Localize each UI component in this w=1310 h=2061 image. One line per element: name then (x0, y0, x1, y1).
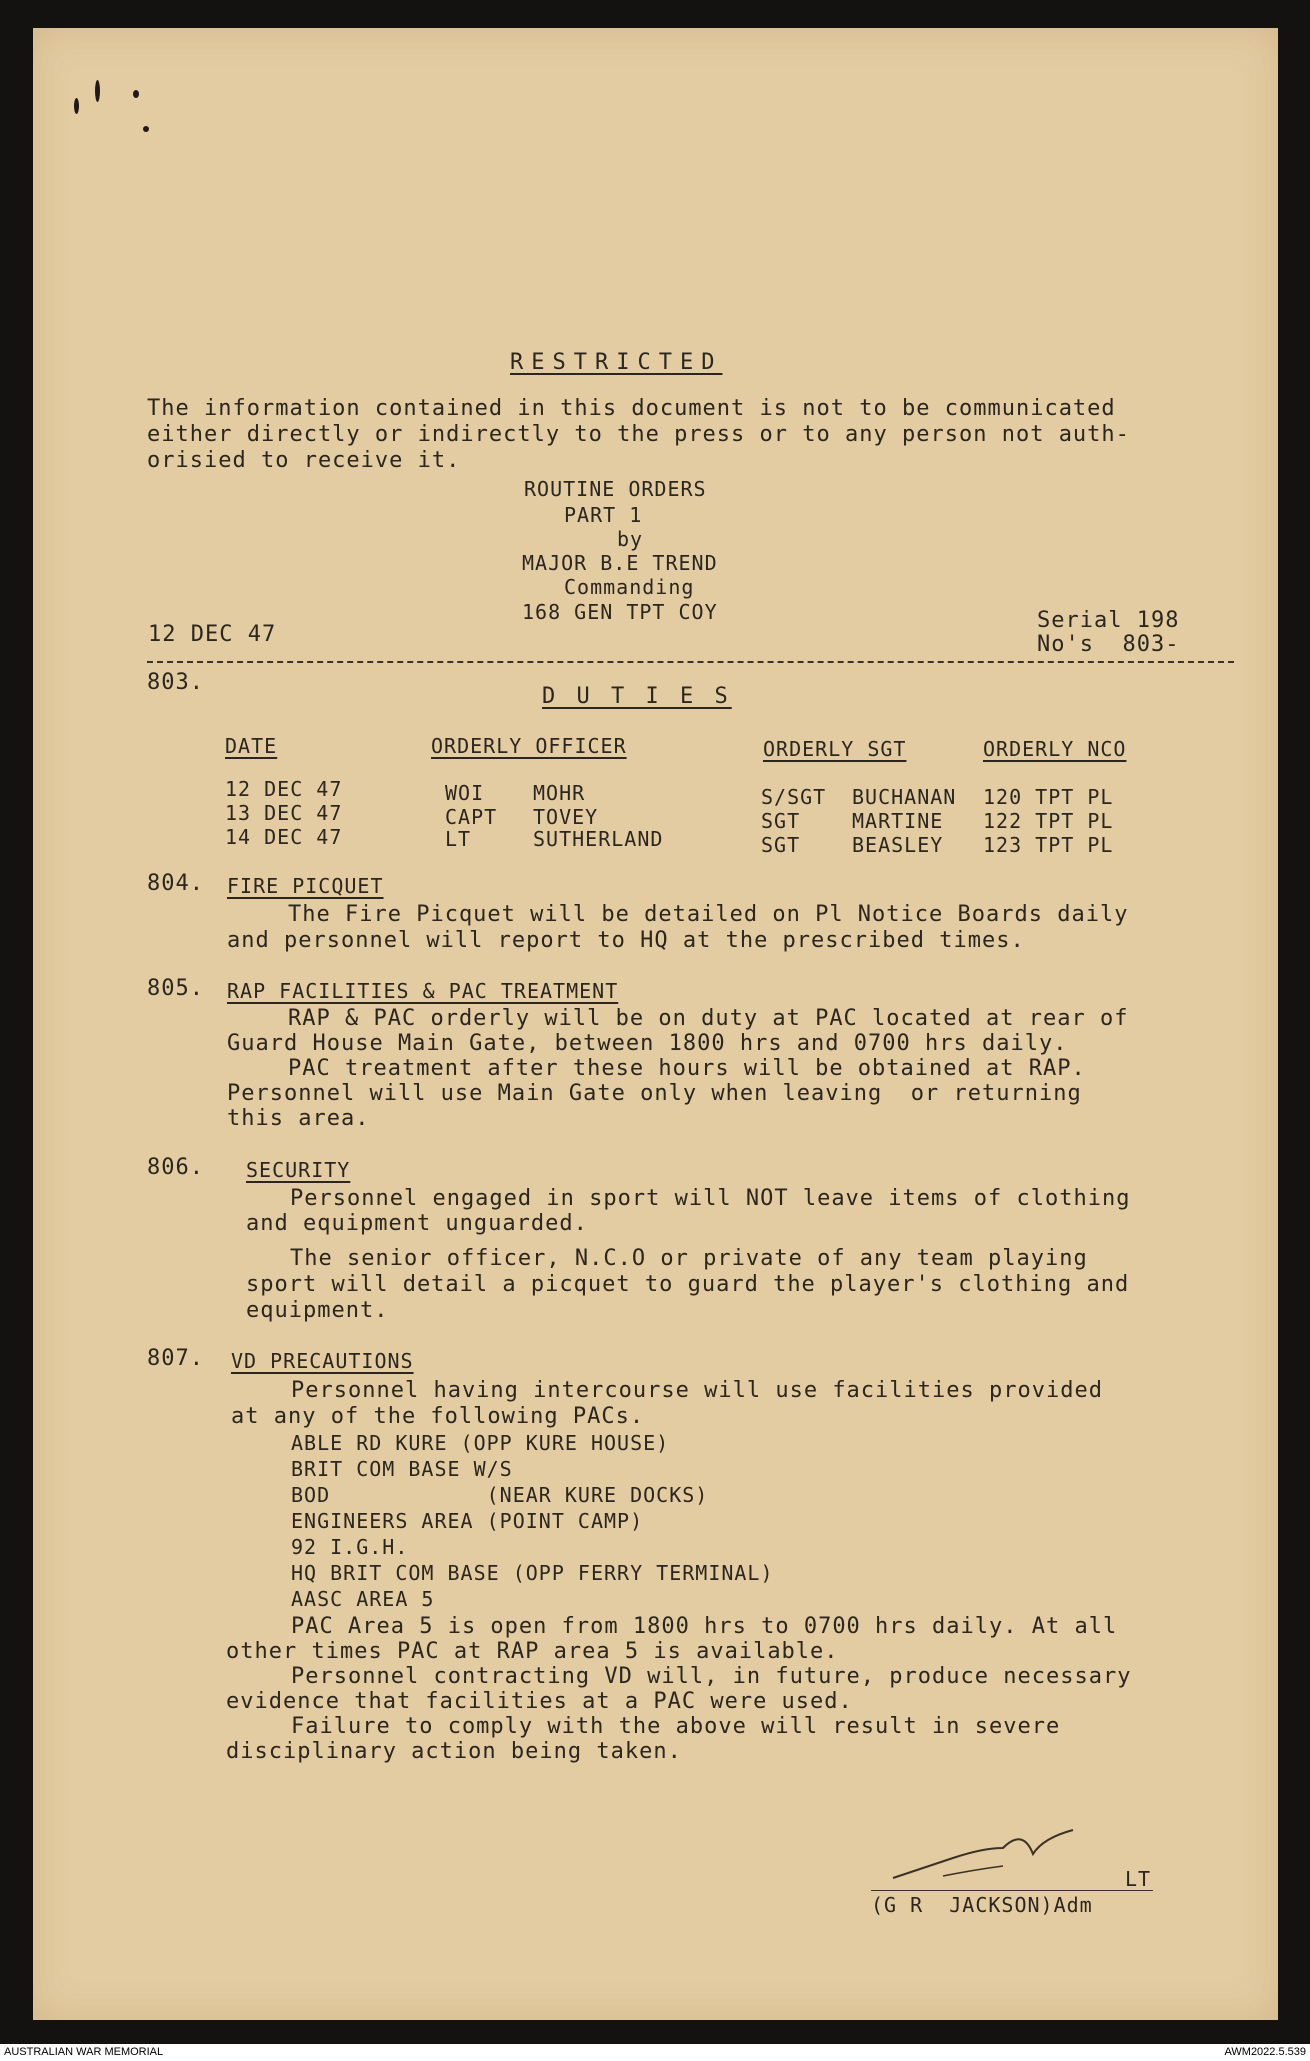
pac-location: BRIT COM BASE W/S (291, 1457, 513, 1481)
archive-footer (0, 2044, 1310, 2061)
section-text: this area. (227, 1106, 370, 1131)
order-date: 12 DEC 47 (148, 622, 277, 647)
title-line: MAJOR B.E TREND (522, 551, 718, 575)
section-title: SECURITY (246, 1158, 351, 1182)
row-sgt-name: BUCHANAN (852, 785, 957, 809)
section-text: and equipment unguarded. (246, 1211, 588, 1236)
duties-heading: D U T I E S (542, 684, 732, 709)
section-number: 806. (147, 1155, 204, 1180)
section-text: disciplinary action being taken. (226, 1739, 682, 1764)
ink-speck (133, 90, 139, 98)
title-line: PART 1 (564, 503, 643, 527)
section-text: RAP & PAC orderly will be on duty at PAC located at rear of (288, 1006, 1129, 1031)
order-numbers: No's 803- (1037, 632, 1180, 657)
section-text: sport will detail a picquet to guard the player's clothing and (246, 1272, 1130, 1297)
notice-line: The information contained in this document is not to be communicated (147, 396, 1116, 421)
pac-location: ABLE RD KURE (OPP KURE HOUSE) (291, 1431, 670, 1455)
section-text: Personnel engaged in sport will NOT leave items of clothing (290, 1186, 1131, 1211)
row-sgt-rank: SGT (761, 809, 801, 833)
column-header-orderly-nco: ORDERLY NCO (983, 737, 1127, 761)
section-text: Guard House Main Gate, between 1800 hrs and 0700 hrs daily. (227, 1031, 1068, 1056)
column-header-orderly-sgt: ORDERLY SGT (763, 737, 907, 761)
section-title: VD PRECAUTIONS (231, 1349, 414, 1373)
row-officer-name: SUTHERLAND (533, 827, 664, 851)
pac-location: BOD (NEAR KURE DOCKS) (291, 1483, 709, 1507)
section-text: Failure to comply with the above will result in severe (291, 1714, 1061, 1739)
title-line: Commanding (564, 575, 695, 599)
header-divider (147, 661, 1234, 663)
classification-heading: RESTRICTED (510, 350, 723, 375)
title-line: by (617, 527, 644, 551)
section-text: Personnel contracting VD will, in future, produce necessary (291, 1664, 1132, 1689)
section-title: RAP FACILITIES & PAC TREATMENT (227, 979, 619, 1003)
section-number: 805. (147, 976, 204, 1001)
handwritten-signature (883, 1818, 1103, 1888)
row-sgt-name: MARTINE (852, 809, 944, 833)
section-number: 807. (147, 1346, 204, 1371)
row-sgt-rank: S/SGT (761, 785, 827, 809)
row-officer-rank: WOI (445, 781, 485, 805)
section-text: equipment. (246, 1298, 389, 1323)
section-title: FIRE PICQUET (227, 874, 384, 898)
pac-location: AASC AREA 5 (291, 1587, 435, 1611)
section-text: at any of the following PACs. (231, 1404, 645, 1429)
section-text: other times PAC at RAP area 5 is available. (226, 1639, 839, 1664)
pac-location: HQ BRIT COM BASE (OPP FERRY TERMINAL) (291, 1561, 774, 1585)
archive-credit: AUSTRALIAN WAR MEMORIAL (4, 2046, 164, 2058)
column-header-date: DATE (225, 734, 278, 758)
signature-line (871, 1890, 1153, 1891)
row-sgt-rank: SGT (761, 833, 801, 857)
row-officer-name: TOVEY (533, 805, 599, 829)
title-line: ROUTINE ORDERS (524, 477, 707, 501)
row-date: 13 DEC 47 (225, 801, 343, 825)
row-date: 14 DEC 47 (225, 825, 343, 849)
document-page (33, 28, 1278, 2020)
section-text: The senior officer, N.C.O or private of any team playing (290, 1246, 1088, 1271)
section-text: evidence that facilities at a PAC were used. (226, 1689, 853, 1714)
section-number: 804. (147, 871, 204, 896)
section-number: 803. (147, 670, 204, 695)
section-text: PAC Area 5 is open from 1800 hrs to 0700 hrs daily. At all (291, 1614, 1118, 1639)
section-text: Personnel will use Main Gate only when leaving or returning (227, 1081, 1082, 1106)
archive-reference: AWM2022.5.539 (1224, 2046, 1306, 2058)
ink-speck (74, 98, 79, 114)
serial-number: Serial 198 (1037, 608, 1180, 633)
signatory-rank: LT (1125, 1867, 1152, 1891)
row-sgt-name: BEASLEY (852, 833, 944, 857)
pac-location: ENGINEERS AREA (POINT CAMP) (291, 1509, 644, 1533)
notice-line: either directly or indirectly to the press or to any person not auth- (147, 422, 1130, 447)
title-line: 168 GEN TPT COY (522, 600, 718, 624)
ink-speck (143, 126, 149, 132)
column-header-orderly-officer: ORDERLY OFFICER (431, 734, 627, 758)
notice-line: orisied to receive it. (147, 448, 461, 473)
section-text: The Fire Picquet will be detailed on Pl Notice Boards daily (288, 902, 1129, 927)
row-nco: 122 TPT PL (983, 809, 1114, 833)
section-text: and personnel will report to HQ at the prescribed times. (227, 928, 1025, 953)
row-nco: 120 TPT PL (983, 785, 1114, 809)
section-text: Personnel having intercourse will use facilities provided (291, 1378, 1103, 1403)
ink-speck (95, 80, 100, 102)
section-text: PAC treatment after these hours will be obtained at RAP. (288, 1056, 1086, 1081)
row-nco: 123 TPT PL (983, 833, 1114, 857)
row-officer-name: MOHR (533, 781, 586, 805)
signatory-name: (G R JACKSON)Adm (871, 1893, 1093, 1917)
row-officer-rank: CAPT (445, 805, 498, 829)
pac-location: 92 I.G.H. (291, 1535, 409, 1559)
row-date: 12 DEC 47 (225, 777, 343, 801)
row-officer-rank: LT (445, 827, 472, 851)
